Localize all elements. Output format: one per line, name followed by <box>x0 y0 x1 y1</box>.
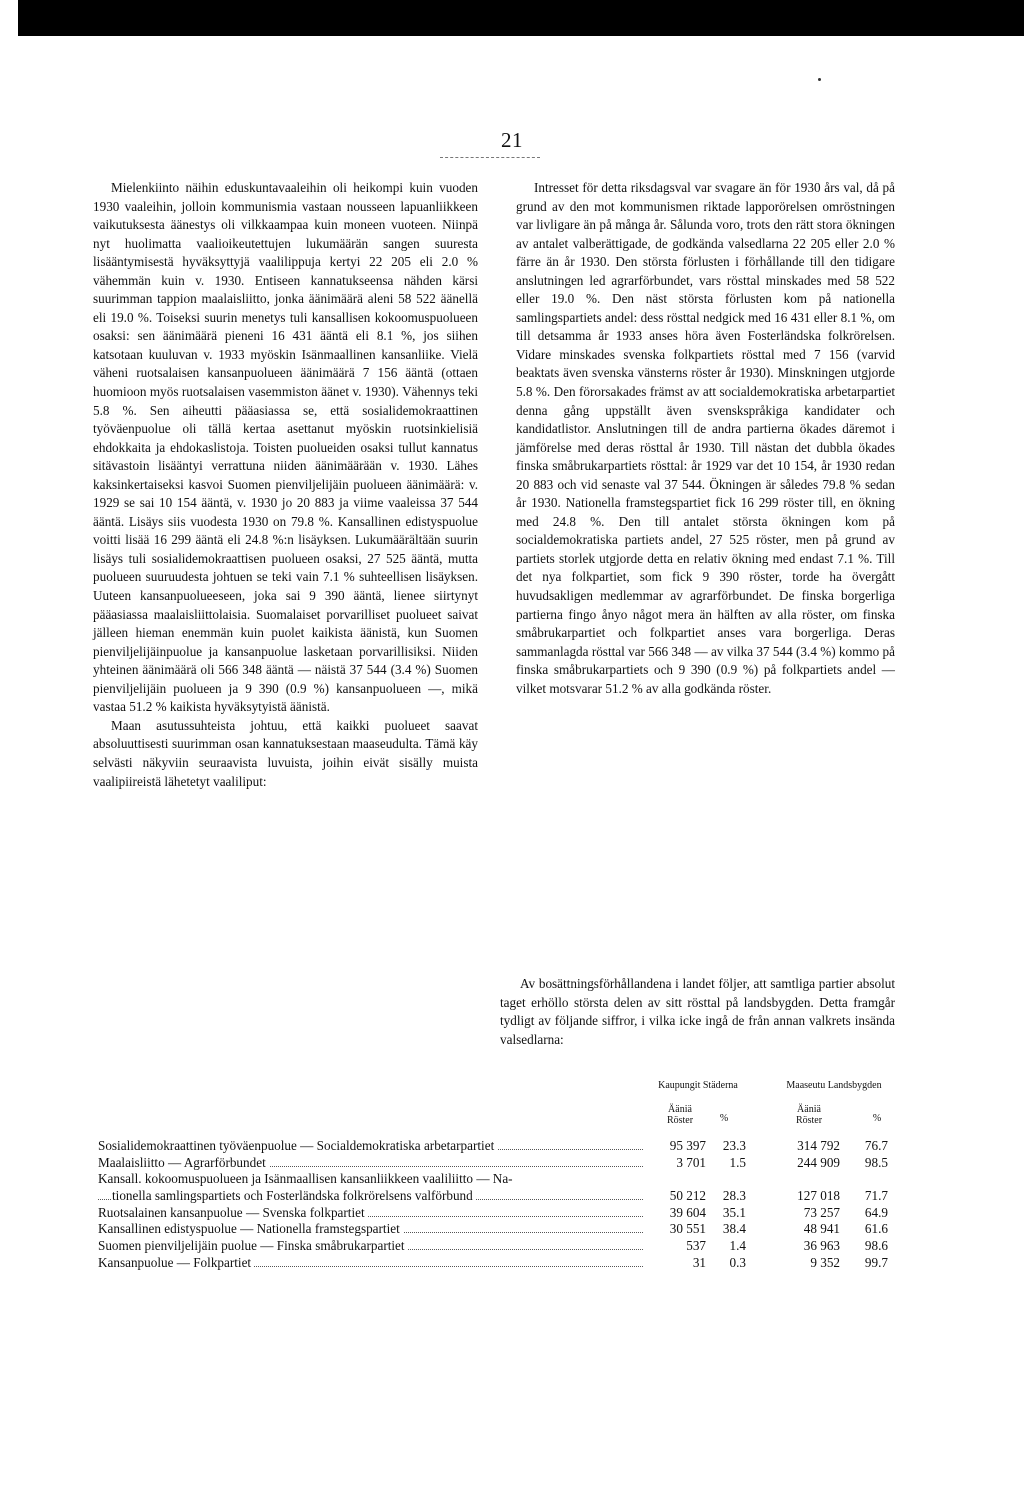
finnish-paragraph-1: Mielenkiinto näihin eduskuntavaaleihin oli heikompi kuin vuoden 1930 vaaleihin, jolloin kommunismia vastaan nousseen lapuanliikkeen vaikutuksesta äänestys oli vilkkaampaa kuin moneen vuoteen. Niinpä nyt huolimatta vaalioikeutettujen lukumäärän sangen suuresta lisääntymisestä hyväksyttyjä vaalilippuja kertyi 22 205 eli 2.0 % vähemmän kuin v. 1930. Entiseen kannatukseensa nähden kärsi suurimman tappion maalaisliitto, jonka äänimäärä aleni 58 522 äänellä eli 19.0 %. Toiseksi suurin menetys tuli kansallisen kokoomuspuolueen osaksi: sen äänimäärä pieneni 16 431 ääntä eli 8.1 %, jos siihen katsotaan kuuluvan v. 1933 myöskin Isänmaallinen kansanliike. Vielä väheni ruotsalaisen kansanpuolueen äänimäärä 7 156 ääntä (ottaen huomioon myös ruotsalaisen vasemmiston äänet v. 1930). Vähennys teki 5.8 %. Sen aiheutti pääasiassa se, että sosialidemokraattinen työväenpuolue oli tällä kertaa asettanut myöskin ruotsinkielisiä ehdokkaita ja ehdokaslistoja. Toisten puolueiden osaksi tullut kannatus sitävastoin lisääntyi verrattuna niiden äänimäärään v. 1930. Lähes kaksinkertaiseksi kasvoi Suomen pienviljelijäin puolueen äänimäärä: v. 1929 se sai 10 154 ääntä, v. 1930 jo 20 883 ja viime vaaleissa 37 544 ääntä. Lisäys siis vuodesta 1930 on 79.8 %. Kansallinen edistyspuolue voitti lisää 16 299 ääntä eli 24.8 %:n lisäyksen. Lukumäärältään suurin lisäys tuli sosialidemokraattisen puolueen osaksi, 27 525 ääntä, mutta puolueen suuruudesta johtuen se teki vain 7.1 % suhteellisen lisäyksen. Uuteen kansanpuolueeseen, joka sai 9 390 ääntä, lienee siirtynyt pääasiassa maalaisliittolaisia. Suomalaiset porvarilliset puolueet saivat jälleen hieman enemmän kuin puolet kaikista äänistä, kun Suomen pienviljelijäinpuolue ja kansanpuolue lasketaan porvarillisiksi. Niiden yhteinen äänimäärä oli 566 348 ääntä — näistä 37 544 (3.4 %) Suomen pienviljelijäin puolueen ja 9 390 (0.9 %) kansanpuolueen —, mikä vastaa 51.2 % kaikista hyväksytyistä äänistä. <box>93 180 478 715</box>
row-city-pct: 1.4 <box>729 1238 746 1254</box>
row-city-votes: 50 212 <box>669 1188 706 1204</box>
row-city-votes: 31 <box>692 1254 706 1270</box>
row-party: Maalaisliitto — Agrarförbundet <box>98 1155 269 1170</box>
row-party: Ruotsalainen kansanpuolue — Svenska folkpartiet <box>98 1205 368 1220</box>
table-row <box>98 1205 896 1222</box>
row-rural-votes: 9 352 <box>810 1254 840 1270</box>
table-row <box>98 1238 896 1255</box>
table-body <box>98 1138 896 1272</box>
swedish-paragraph-1: Intresset för detta riksdagsval var svagare än för 1930 års val, då på grund av den mot kommunismen riktade lapporörelsen omröstningen var livligare än på många år. Sålunda voro, trots den rätt stora ökningen av antalet valberättigade, de godkända valsedlarna 22 205 eller 2.0 % färre än år 1930. Den största förlusten i förhållande till den tidigare anslutningen led agrarförbundet, vars rösttal minskades med 58 522 eller 19.0 %. Den näst största förlusten kom på nationella samlingspartiets andel: dess rösttal nedgick med 16 431 eller 8.1 %, om till detsamma år 1933 anses höra även Fosterländska folkrörelsen. Vidare minskades svenska folkpartiets rösttal med 7 156 (varvid beaktats även svenska vänsterns röster år 1930). Minskningen utgjorde 5.8 %. Den förorsakades främst av att socialdemokratiska arbetarpartiet denna gång uppställt även svenskspråkiga kandidater och kandidatlistor. Anslutningen till de andra partierna ökades däremot i jämförelse med deras rösttal år 1930. Till nästan det dubbla ökades finska småbrukarpartiets rösttal: år 1929 var det 10 154, år 1930 redan 20 883 och vid senaste val 37 544. Ökningen är således 79.8 % sedan år 1930. Nationella framstegspartiet fick 16 299 röster till, en ökning med 24.8 %. Den till antalet största ökningen kom på socialdemokratiska partiets andel, 27 525 röster, men på grund av partiets storlek utgjorde detta en relativ ökning med endast 7.1 %. Till det nya folkpartiet, som fick 9 390 röster, torde ha övergått huvudsakligen medlemmar av agrarförbundet. De finska borgerliga partierna fingo ånyo något mera än hälften av alla röster, om finska småbrukarpartiet och folkpartiet anses vara borgerliga. Deras sammanlagda rösttal var 566 348 — av vilka 37 544 (3.4 %) kommo på finska småbrukarpartiets och 9 390 (0.9 %) på folkpartiets andel — vilket motsvarar 51.2 % av alla godkända röster. <box>516 180 895 696</box>
row-rural-votes: 36 963 <box>803 1238 840 1254</box>
table-row <box>98 1155 896 1172</box>
row-rural-pct: 76.7 <box>864 1138 888 1153</box>
table-row <box>98 1221 896 1238</box>
row-party: Kansanpuolue — Folkpartiet <box>98 1255 254 1270</box>
row-rural-votes: 244 909 <box>797 1154 840 1170</box>
table-row <box>98 1138 896 1155</box>
row-city-votes: 30 551 <box>669 1221 706 1237</box>
header-rural-pct: % <box>872 1113 882 1124</box>
votes-table <box>98 1080 896 1272</box>
row-rural-pct: 71.7 <box>864 1188 888 1204</box>
header-rural-votes: Ääniä Röster <box>795 1104 823 1126</box>
row-party: Suomen pienviljelijäin puolue — Finska småbrukarpartiet <box>98 1238 408 1253</box>
scan-speck <box>818 78 821 81</box>
row-rural-pct: 61.6 <box>864 1221 888 1237</box>
header-rural-group: Maaseutu Landsbygden <box>786 1080 882 1091</box>
row-city-votes: 39 604 <box>669 1204 706 1220</box>
table-row <box>98 1171 896 1204</box>
page-number-rule <box>440 157 540 158</box>
finnish-text-column <box>93 179 478 791</box>
header-city-votes: Ääniä Röster <box>666 1104 694 1126</box>
scan-top-border <box>18 0 1024 36</box>
row-party: Sosialidemokraattinen työväenpuolue — Socialdemokratiska arbetarpartiet <box>98 1138 497 1153</box>
table-row <box>98 1255 896 1272</box>
row-party: Kansallinen edistyspuolue — Nationella framstegspartiet <box>98 1221 403 1236</box>
row-city-pct: 1.5 <box>729 1154 746 1170</box>
row-rural-votes: 48 941 <box>803 1221 840 1237</box>
table-header <box>98 1080 896 1138</box>
row-rural-votes: 73 257 <box>803 1204 840 1220</box>
row-party: Kansall. kokoomuspuolueen ja Isänmaallisen kansanliikkeen vaaliliitto — Na- <box>98 1171 516 1186</box>
row-city-pct: 0.3 <box>729 1254 746 1270</box>
row-city-pct: 35.1 <box>722 1204 746 1220</box>
row-party-continued: tionella samlingspartiets och Fosterländska folkrörelsens valförbund <box>112 1188 476 1203</box>
row-rural-votes: 127 018 <box>797 1188 840 1204</box>
row-city-pct: 23.3 <box>722 1138 746 1153</box>
header-city-group: Kaupungit Städerna <box>658 1080 738 1091</box>
row-rural-votes: 314 792 <box>797 1138 840 1153</box>
row-rural-pct: 98.5 <box>864 1154 888 1170</box>
page-number: 21 <box>501 128 523 152</box>
swedish-text-column-lower <box>500 975 895 1049</box>
row-city-pct: 38.4 <box>722 1221 746 1237</box>
swedish-text-column <box>516 179 895 698</box>
row-rural-pct: 98.6 <box>864 1238 888 1254</box>
swedish-paragraph-2: Av bosättningsförhållandena i landet följer, att samtliga partier absolut taget erhöllo största delen av sitt rösttal på landsbygden. Detta framgår tydligt av följande siffror, i vilka icke ingå de från annan valkrets insända valsedlarna: <box>500 976 895 1047</box>
row-city-votes: 3 701 <box>676 1154 706 1170</box>
finnish-paragraph-2: Maan asutussuhteista johtuu, että kaikki puolueet saavat absoluuttisesti suurimman osan kannatuksestaan maaseudulta. Tämä käy selvästi näkyviin seuraavista luvuista, joihin eivät sisälly muista vaalipiireistä lähetetyt vaaliliput: <box>93 717 478 789</box>
row-city-votes: 95 397 <box>669 1138 706 1153</box>
row-city-pct: 28.3 <box>722 1188 746 1204</box>
header-city-pct: % <box>719 1113 729 1124</box>
row-city-votes: 537 <box>686 1238 706 1254</box>
row-rural-pct: 99.7 <box>864 1254 888 1270</box>
row-rural-pct: 64.9 <box>864 1204 888 1220</box>
